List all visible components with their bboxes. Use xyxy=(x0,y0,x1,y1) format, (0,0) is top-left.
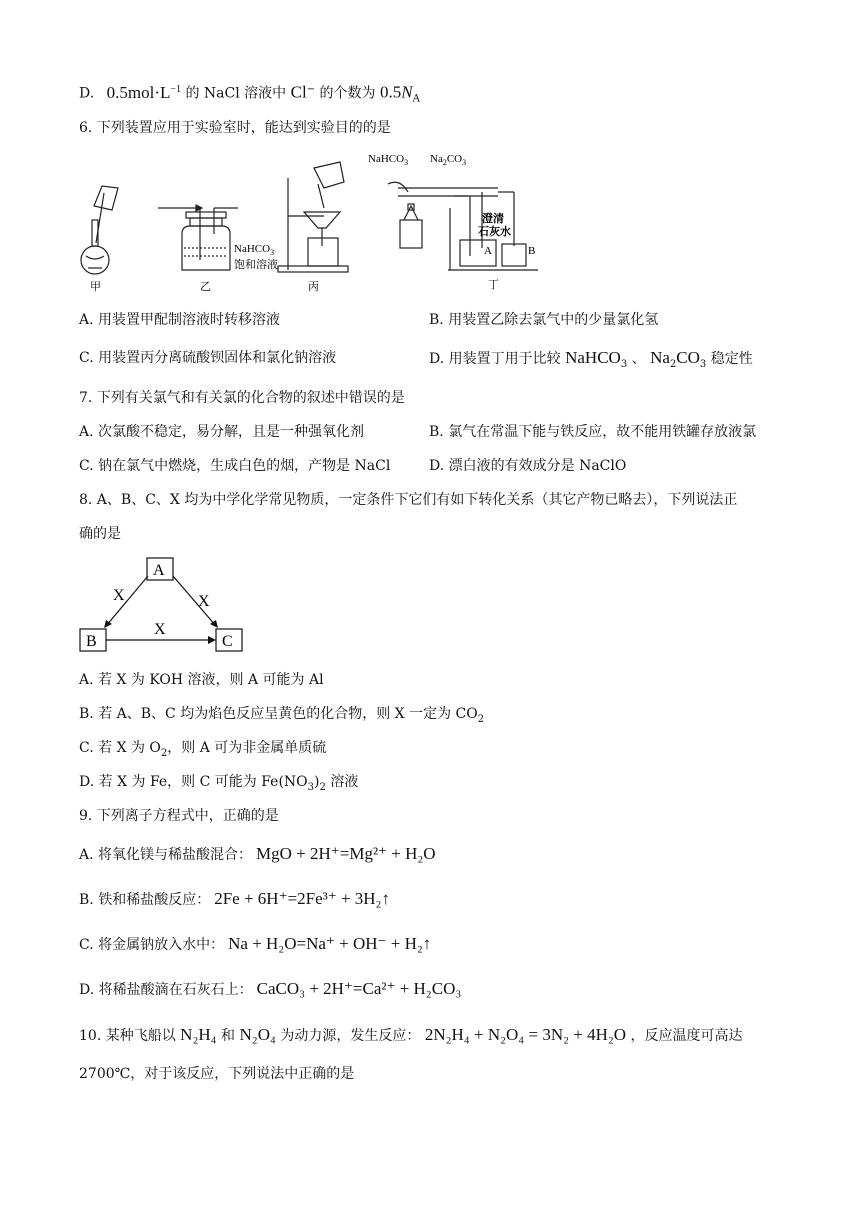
q6-d-f1-sub: 3 xyxy=(620,358,628,370)
box-a-label: A xyxy=(153,562,165,579)
q7-option-b: B. 氯气在常温下能与铁反应，故不能用铁罐存放液氯 xyxy=(429,424,757,440)
q6-option-d xyxy=(429,348,753,375)
yi-reagent-2: 饱和溶液 xyxy=(234,259,278,271)
label-yi: 乙 xyxy=(200,281,211,293)
q5-d-mid2: 的个数为 xyxy=(319,85,376,102)
q5-d-mid: 的 NaCl 溶液中 xyxy=(185,85,287,102)
q6-d-suffix: 稳定性 xyxy=(710,351,753,367)
q6-d-prefix: D. 用装置丁用于比较 xyxy=(429,351,561,367)
q10-line-2: 2700℃，对于该反应，下列说法中正确的是 xyxy=(79,1066,355,1082)
q5-d-prefix: D. xyxy=(79,85,95,102)
q5-d-conc-sup: −1 xyxy=(170,84,182,95)
q8-conversion-diagram xyxy=(78,556,248,656)
q6-option-a: A. 用装置甲配制溶液时转移溶液 xyxy=(79,312,281,328)
q5-d-na-sub: A xyxy=(412,93,420,105)
x-right-label: X xyxy=(198,593,210,610)
q7-stem: 7. 下列有关氯气和有关氯的化合物的叙述中错误的是 xyxy=(79,390,405,406)
ding-left-label: NaHCO$_3$ xyxy=(368,153,409,167)
q5-d-ion-sup: − xyxy=(306,84,316,95)
q6-d-f1: NaHCO xyxy=(565,348,621,367)
ding-lime-1: 澄清 xyxy=(482,213,504,225)
q6-stem: 6. 下列装置应用于实验室时，能达到实验目的的是 xyxy=(79,120,391,136)
ding-b: B xyxy=(528,245,536,257)
q9-stem: 9. 下列离子方程式中，正确的是 xyxy=(79,808,279,824)
x-left-label: X xyxy=(113,587,125,604)
x-bottom-label: X xyxy=(154,621,166,638)
q9-option-b: B. 铁和稀盐酸反应： 2Fe + 6H⁺=2Fe³⁺ + 3H₂↑ xyxy=(79,889,390,908)
label-ding: 丁 xyxy=(488,279,499,291)
q7-option-a: A. 次氯酸不稳定，易分解，且是一种强氧化剂 xyxy=(79,424,365,440)
q10-line-1: 10. 某种飞船以 N₂H₄ 和 N₂O₄ 为动力源，发生反应： 2N₂H₄ + N₂O₄ = 3N₂ + 4H₂O ，反应温度可高达 xyxy=(79,1025,743,1044)
flask-jia-icon xyxy=(81,186,118,274)
q6-d-sep: 、 xyxy=(631,351,646,367)
box-c-label: C xyxy=(222,633,233,650)
q6-apparatus-figure xyxy=(78,148,538,298)
yi-reagent-1: NaHCO$_3$ xyxy=(234,243,275,257)
q6-option-c: C. 用装置丙分离硫酸钡固体和氯化钠溶液 xyxy=(79,350,337,366)
q6-d-f2-sub1: 2 xyxy=(669,358,677,370)
label-bing: 丙 xyxy=(308,281,319,293)
ding-lime-2: 石灰水 xyxy=(478,226,511,238)
q6-option-b: B. 用装置乙除去氯气中的少量氯化氢 xyxy=(429,312,659,328)
q8-stem-2: 确的是 xyxy=(79,526,121,542)
label-jia: 甲 xyxy=(90,281,101,293)
ding-right-label: $Na_2CO_3$ xyxy=(430,153,467,167)
q8-option-a: A. 若 X 为 KOH 溶液，则 A 可能为 Al xyxy=(79,672,324,688)
heating-ding-icon xyxy=(388,182,538,270)
q7-option-c: C. 钠在氯气中燃烧，生成白色的烟，产物是 NaCl xyxy=(79,458,391,474)
q9-option-c: C. 将金属钠放入水中： Na + H₂O=Na⁺ + OH⁻ + H₂↑ xyxy=(79,934,432,953)
ding-a: A xyxy=(484,245,492,257)
q5-option-d xyxy=(79,80,420,109)
box-b-label: B xyxy=(86,633,97,650)
wash-bottle-yi-icon xyxy=(158,205,238,270)
q9-option-a: A. 将氧化镁与稀盐酸混合： MgO + 2H⁺=Mg²⁺ + H₂O xyxy=(79,844,436,863)
q5-d-na: N xyxy=(401,82,413,102)
q7-option-d: D. 漂白液的有效成分是 NaClO xyxy=(429,458,627,474)
filtration-bing-icon xyxy=(278,162,348,272)
q6-d-f2a: Na xyxy=(650,348,670,367)
q5-d-num: 0.5 xyxy=(379,82,402,102)
q8-option-d: D. 若 X 为 Fe，则 C 可能为 $Fe(NO_3)_2$ 溶液 xyxy=(79,774,359,793)
q5-d-ion: Cl xyxy=(290,82,307,102)
q8-option-b: B. 若 A、B、C 均为焰色反应呈黄色的化合物，则 X 一定为 $CO_2$ xyxy=(79,706,485,725)
q8-stem-1: 8. A、B、C、X 均为中学化学常见物质，一定条件下它们有如下转化关系（其它产物已略去），下列说法正 xyxy=(79,492,738,508)
q6-d-f2b: CO xyxy=(676,348,700,367)
q9-option-d: D. 将稀盐酸滴在石灰石上： CaCO₃ + 2H⁺=Ca²⁺ + H₂CO₃ xyxy=(79,979,462,998)
q8-option-c: C. 若 X 为 $O_2$，则 A 可为非金属单质硫 xyxy=(79,740,327,759)
q6-d-f2-sub2: 3 xyxy=(699,358,707,370)
q5-d-conc: 0.5mol·L xyxy=(106,82,171,102)
